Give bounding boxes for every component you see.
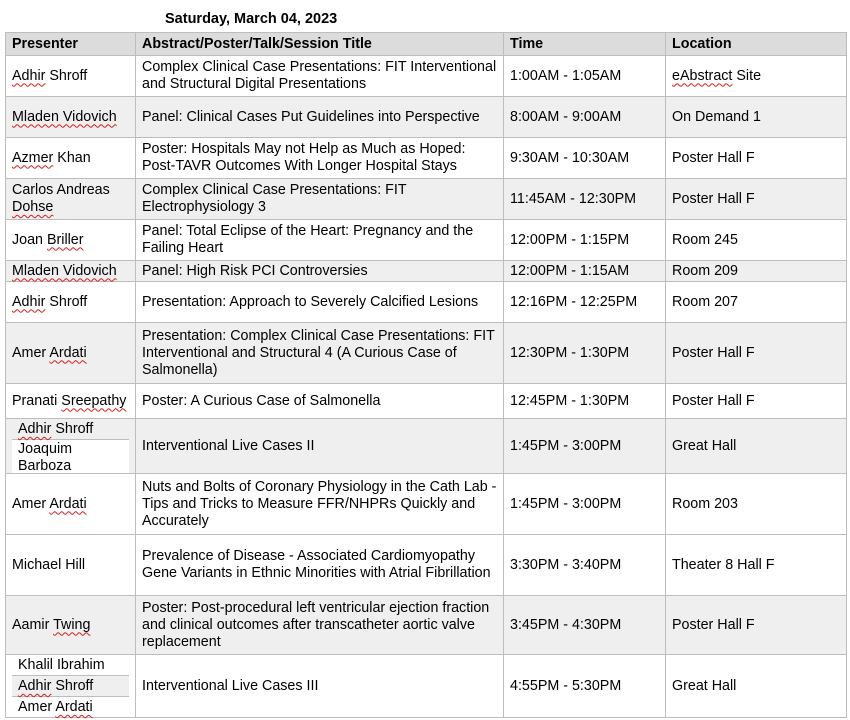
title-cell: Nuts and Bolts of Coronary Physiology in the Cath Lab - Tips and Tricks to Measure FFR/NHPRs Quickly and Accurately: [136, 474, 504, 535]
time-cell: 8:00AM - 9:00AM: [504, 97, 666, 138]
presenter-name-part: Briller: [46, 231, 84, 248]
time-cell: 1:45PM - 3:00PM: [504, 474, 666, 535]
presenter-name-part: Joan: [12, 231, 47, 248]
presenter-name-part: Shroff: [51, 421, 94, 437]
presenter-name-part: Adhir: [12, 67, 46, 84]
presenter-cell: [6, 419, 136, 474]
location-cell: Poster Hall F: [666, 384, 847, 419]
table-row: [6, 138, 847, 179]
table-row: [6, 384, 847, 419]
table-row: [6, 282, 847, 323]
presenter-cell: [6, 138, 136, 179]
location-cell: Room 207: [666, 282, 847, 323]
table-row: [6, 474, 847, 535]
presenter-cell: [6, 220, 136, 261]
presenter-name-part: Adhir: [12, 293, 46, 310]
location-cell: Poster Hall F: [666, 596, 847, 655]
presenter-name-part: Sreepathy: [61, 392, 127, 409]
table-row: [6, 323, 847, 384]
title-cell: Poster: A Curious Case of Salmonella: [136, 384, 504, 419]
location-cell: Great Hall: [666, 655, 847, 718]
presenter-name-part: Shroff: [45, 293, 88, 310]
location-cell: [666, 56, 847, 97]
presenter-cell: [6, 655, 136, 718]
table-row: [6, 97, 847, 138]
header-row: [6, 33, 847, 56]
presenter-line: [12, 419, 129, 439]
presenter-name-part: Adhir: [18, 678, 52, 694]
time-cell: 12:00PM - 1:15AM: [504, 261, 666, 282]
presenter-name-part: Shroff: [51, 678, 94, 694]
time-cell: 9:30AM - 10:30AM: [504, 138, 666, 179]
presenter-name-part: Carlos Andreas: [12, 182, 110, 198]
time-cell: 12:16PM - 12:25PM: [504, 282, 666, 323]
title-cell: Presentation: Approach to Severely Calcified Lesions: [136, 282, 504, 323]
title-cell: Panel: High Risk PCI Controversies: [136, 261, 504, 282]
time-cell: 1:45PM - 3:00PM: [504, 419, 666, 474]
time-cell: 12:00PM - 1:15PM: [504, 220, 666, 261]
presenter-name-part: Ardati: [49, 344, 87, 361]
location-cell: Room 245: [666, 220, 847, 261]
presenter-name-part: Joaquim Barboza: [18, 441, 73, 474]
presenter-name-part: Azmer: [12, 149, 54, 166]
table-row: [6, 56, 847, 97]
title-cell: Complex Clinical Case Presentations: FIT Electrophysiology 3: [136, 179, 504, 220]
presenter-cell: [6, 261, 136, 282]
presenter-name-part: Amer: [18, 699, 56, 715]
table-row: [6, 535, 847, 596]
table-row: [6, 655, 847, 718]
table-row: [6, 220, 847, 261]
schedule-date: Saturday, March 04, 2023: [165, 11, 338, 27]
title-cell: Interventional Live Cases III: [136, 655, 504, 718]
header-presenter: Presenter: [6, 33, 136, 56]
time-cell: 4:55PM - 5:30PM: [504, 655, 666, 718]
schedule-table: [5, 32, 847, 718]
presenter-cell: [6, 384, 136, 419]
title-cell: Prevalence of Disease - Associated Cardiomyopathy Gene Variants in Ethnic Minorities with Atrial Fibrillation: [136, 535, 504, 596]
presenter-line: [12, 696, 129, 717]
presenter-line: Khalil Ibrahim: [18, 657, 105, 673]
location-cell: Great Hall: [666, 419, 847, 474]
title-cell: Poster: Hospitals May not Help as Much as Hoped: Post-TAVR Outcomes With Longer Hospital Stays: [136, 138, 504, 179]
presenter-cell: [6, 179, 136, 220]
title-cell: Poster: Post-procedural left ventricular ejection fraction and clinical outcomes after transcatheter aortic valve replacement: [136, 596, 504, 655]
header-time: Time: [504, 33, 666, 56]
presenter-name-part: Amer: [12, 495, 50, 512]
table-row: [6, 419, 847, 474]
time-cell: 3:30PM - 3:40PM: [504, 535, 666, 596]
presenter-cell: [6, 474, 136, 535]
time-cell: 3:45PM - 4:30PM: [504, 596, 666, 655]
presenter-name-part: Dohse: [12, 199, 54, 215]
title-cell: Complex Clinical Case Presentations: FIT Interventional and Structural Digital Presentations: [136, 56, 504, 97]
presenter-cell: Michael Hill: [6, 535, 136, 596]
time-cell: 12:45PM - 1:30PM: [504, 384, 666, 419]
presenter-name-part: Mladen Vidovich: [12, 262, 117, 279]
presenter-cell: [6, 282, 136, 323]
location-cell: Room 203: [666, 474, 847, 535]
presenter-cell: [6, 97, 136, 138]
title-cell: Interventional Live Cases II: [136, 419, 504, 474]
presenter-name-part: Adhir: [18, 421, 52, 437]
location-part: Site: [732, 67, 762, 84]
location-cell: Poster Hall F: [666, 138, 847, 179]
presenter-line: [12, 675, 129, 696]
time-cell: 11:45AM - 12:30PM: [504, 179, 666, 220]
presenter-cell: [6, 56, 136, 97]
presenter-name-part: Khan: [53, 149, 91, 166]
presenter-name-part: Shroff: [45, 67, 88, 84]
presenter-name-part: Ardati: [55, 699, 93, 715]
header-title: Abstract/Poster/Talk/Session Title: [136, 33, 504, 56]
header-location: Location: [666, 33, 847, 56]
presenter-cell: [6, 323, 136, 384]
table-row: [6, 179, 847, 220]
presenter-name-part: Pranati: [12, 392, 62, 409]
location-cell: Room 209: [666, 261, 847, 282]
presenter-name-part: Twing: [53, 616, 91, 633]
presenter-name-part: Aamir: [12, 616, 54, 633]
location-cell: Poster Hall F: [666, 179, 847, 220]
table-row: [6, 596, 847, 655]
time-cell: 12:30PM - 1:30PM: [504, 323, 666, 384]
location-cell: On Demand 1: [666, 97, 847, 138]
presenter-name-part: Mladen Vidovich: [12, 108, 117, 125]
title-cell: Presentation: Complex Clinical Case Presentations: FIT Interventional and Structural 4 (A Curious Case of Salmonella): [136, 323, 504, 384]
location-cell: Theater 8 Hall F: [666, 535, 847, 596]
time-cell: 1:00AM - 1:05AM: [504, 56, 666, 97]
location-cell: Poster Hall F: [666, 323, 847, 384]
presenter-name-part: Amer: [12, 344, 50, 361]
title-cell: Panel: Clinical Cases Put Guidelines into Perspective: [136, 97, 504, 138]
presenter-line: [12, 439, 129, 473]
presenter-name-part: Ardati: [49, 495, 87, 512]
location-part: eAbstract: [672, 67, 733, 84]
presenter-cell: [6, 596, 136, 655]
title-cell: Panel: Total Eclipse of the Heart: Pregnancy and the Failing Heart: [136, 220, 504, 261]
table-row: [6, 261, 847, 282]
